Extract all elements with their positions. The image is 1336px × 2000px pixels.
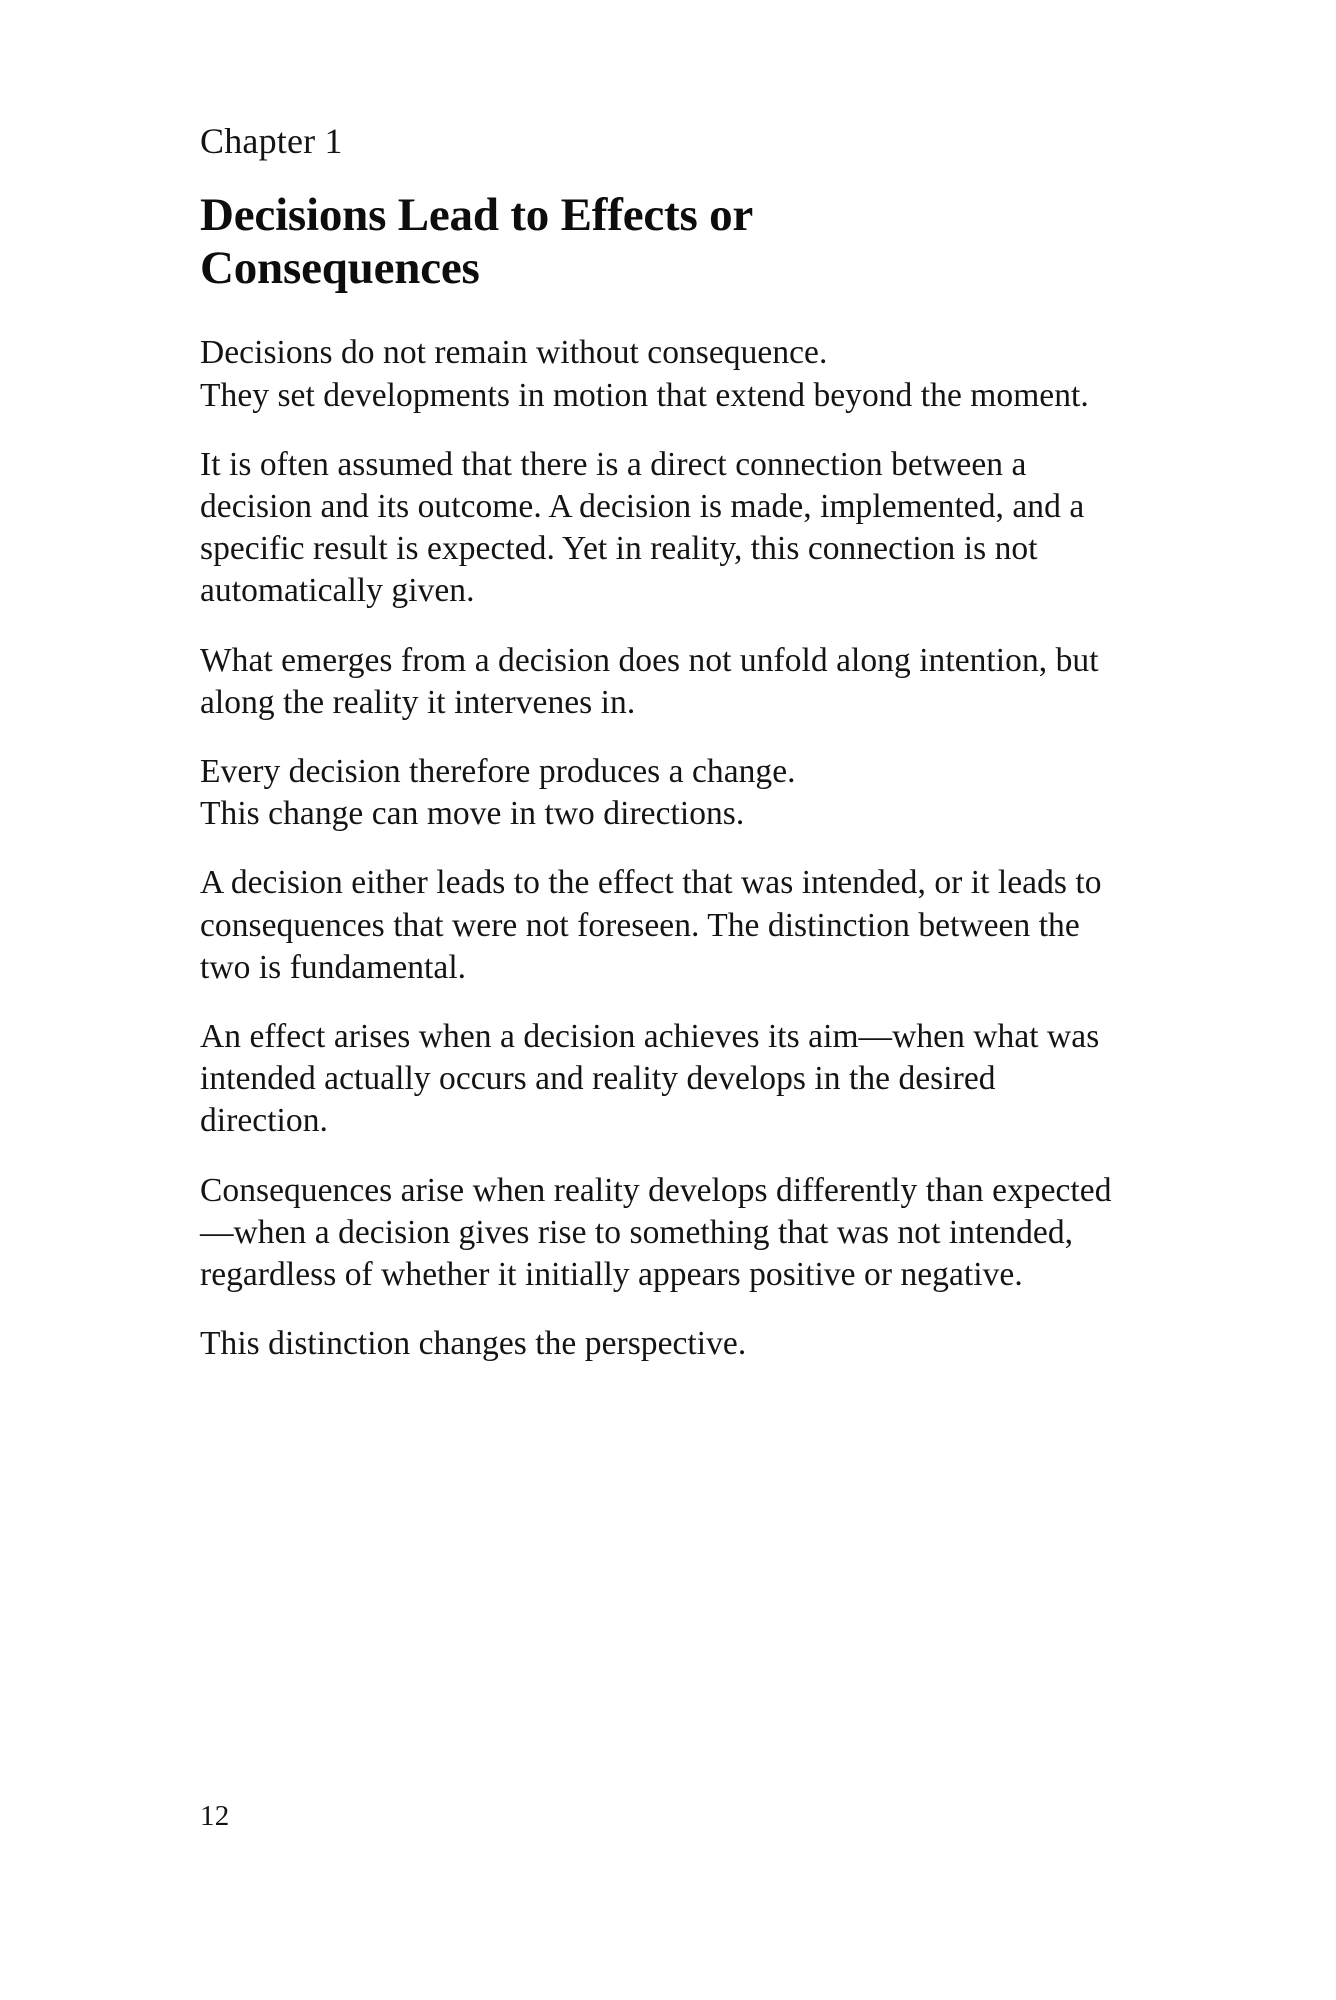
chapter-label: Chapter 1 [200, 121, 343, 161]
body-paragraph: Every decision therefore produces a change. This change can move in two directions. [200, 753, 796, 833]
body-paragraph: A decision either leads to the effect that was intended, or it leads to consequences that were not foreseen. The distinction between the two is fundamental. [200, 864, 1102, 986]
body-paragraph: What emerges from a decision does not unfold along intention, but along the reality it intervenes in. [200, 641, 1099, 721]
page-title: Decisions Lead to Effects or Consequences [200, 189, 753, 294]
body-paragraph: It is often assumed that there is a direct connection between a decision and its outcome. A decision is made, implemented, and a specific result is expected. Yet in reality, this connection is not automatically given. [200, 445, 1085, 610]
page-number: 12 [200, 1800, 230, 1832]
body-paragraph: An effect arises when a decision achieves its aim—when what was intended actually occurs and reality develops in the desired direction. [200, 1018, 1100, 1140]
page-content [200, 120, 1130, 1366]
body-paragraph: Consequences arise when reality develops differently than expected—when a decision gives rise to something that was not intended, regardless of whether it initially appears positive or negative. [200, 1171, 1112, 1294]
body-paragraph: Decisions do not remain without consequence. They set developments in motion that extend beyond the moment. [200, 334, 1089, 414]
body-paragraph: This distinction changes the perspective. [200, 1325, 747, 1363]
